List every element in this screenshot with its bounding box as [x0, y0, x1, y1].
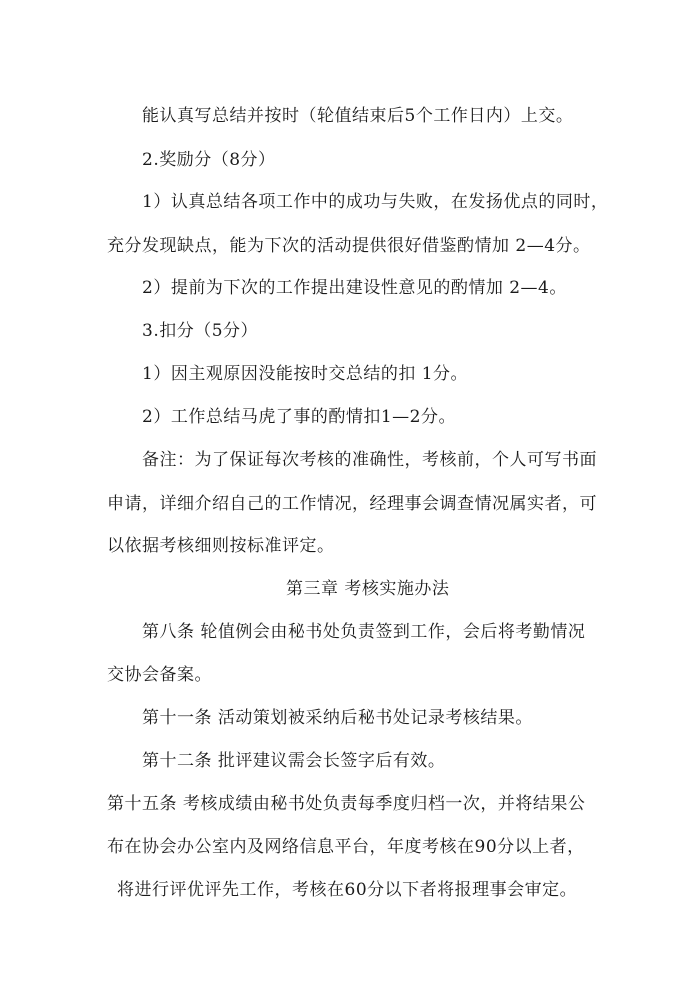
paragraph-line-submission-deadline: 能认真写总结并按时（轮值结束后5个工作日内）上交。 — [142, 106, 574, 126]
section-heading-deductions: 3.扣分（5分） — [142, 321, 259, 341]
list-item-bonus-2: 2）提前为下次的工作提出建设性意见的酌情加 2—4。 — [142, 278, 567, 298]
article-12: 第十二条 批评建议需会长签字后有效。 — [142, 751, 446, 771]
article-11: 第十一条 活动策划被采纳后秘书处记录考核结果。 — [142, 708, 533, 728]
note-line-1: 备注：为了保证每次考核的准确性，考核前，个人可写书面 — [142, 450, 597, 470]
list-item-deduction-1: 1）因主观原因没能按时交总结的扣 1分。 — [142, 364, 469, 384]
article-15-line-3: 将进行评优评先工作，考核在60分以下者将报理事会审定。 — [117, 880, 578, 900]
section-heading-bonus-points: 2.奖励分（8分） — [142, 150, 276, 170]
list-item-bonus-1-line-2: 充分发现缺点，能为下次的活动提供很好借鉴酌情加 2—4分。 — [107, 236, 591, 256]
article-15-line-2: 布在协会办公室内及网络信息平台，年度考核在90分以上者， — [107, 837, 585, 857]
article-15-line-1: 第十五条 考核成绩由秘书处负责每季度归档一次，并将结果公 — [107, 794, 586, 814]
note-line-3: 以依据考核细则按标准评定。 — [107, 536, 335, 556]
chapter-title: 第三章 考核实施办法 — [286, 579, 450, 599]
list-item-bonus-1-line-1: 1）认真总结各项工作中的成功与失败，在发扬优点的同时， — [142, 192, 609, 212]
article-8-line-2: 交协会备案。 — [107, 665, 212, 685]
article-8-line-1: 第八条 轮值例会由秘书处负责签到工作，会后将考勤情况 — [142, 622, 586, 642]
list-item-deduction-2: 2）工作总结马虎了事的酌情扣1—2分。 — [142, 407, 456, 427]
note-line-2: 申请，详细介绍自己的工作情况，经理事会调查情况属实者，可 — [107, 494, 597, 514]
